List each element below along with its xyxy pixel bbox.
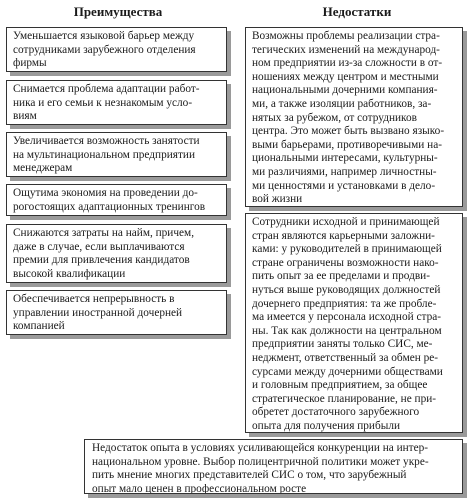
advantage-line: высокой квалификации xyxy=(13,267,126,280)
advantage-line: Ощутима экономия на проведении до- xyxy=(13,187,198,199)
disadvantage-box-1 xyxy=(245,27,463,207)
advantage-line: даже в случае, если выплачиваются xyxy=(13,240,185,253)
disadvantage-box-2 xyxy=(245,213,463,433)
advantage-line: Уменьшается языковой барьер между xyxy=(13,30,195,42)
disadvantage-line: выми барьерами, противоречивыми на- xyxy=(252,138,442,151)
advantage-line: рогостоящих адаптационных тренингов xyxy=(13,200,206,213)
advantage-line: на мультинациональном предприятии xyxy=(13,148,195,161)
disadvantage-line: ном предприятии из-за сложности в от- xyxy=(252,57,443,70)
disadvantage-line: обретет достаточного зарубежного xyxy=(252,406,420,419)
advantage-line: фирмы xyxy=(13,57,47,70)
advantage-line: Снимается проблема адаптации работ- xyxy=(13,83,200,95)
disadvantage-line: нуться выше руководящих должностей xyxy=(252,283,441,296)
bottom-note-box xyxy=(84,439,463,494)
disadvantage-line: предприятии заняты только СИС, ме- xyxy=(252,338,433,351)
advantage-line: Обеспечивается непрерывность в xyxy=(13,293,175,305)
disadvantage-line: сурсами между дочерними обществами xyxy=(252,365,443,378)
disadvantage-line: дочернего предприятия: та же пробле- xyxy=(252,297,437,310)
disadvantage-line: стране ограничены возможности нако- xyxy=(252,256,439,269)
disadvantage-line: ми, а также изоляции работников, за- xyxy=(252,97,432,110)
note-line: Недостаток опыта в условиях усиливающейся конкуренции на интер- xyxy=(92,442,429,454)
disadvantage-line: Возможны проблемы реализации стра- xyxy=(252,30,440,42)
disadvantage-line: опыта для получения прибыли xyxy=(252,419,401,432)
disadvantage-line: циональными интересами, культурны- xyxy=(252,152,438,165)
note-line: пить мнение многих представителей СИС о том, что зарубежный xyxy=(92,469,407,482)
disadvantage-line: ми ценностями и установками в дело- xyxy=(252,179,436,192)
disadvantage-line: стратегическое планирование, не при- xyxy=(252,392,437,405)
disadvantage-line: ношениях между центром и местными xyxy=(252,70,439,83)
advantage-line: Увеличивается возможность занятости xyxy=(13,135,200,147)
advantage-line: сотрудниками зарубежного отделения xyxy=(13,43,196,56)
disadvantage-line: Сотрудники исходной и принимающей xyxy=(252,216,440,228)
disadvantage-line: ми различиями, например личностны- xyxy=(252,165,437,178)
advantage-line: Снижаются затраты на найм, причем, xyxy=(13,227,195,239)
advantage-box-6 xyxy=(6,290,227,335)
advantage-line: менеджерам xyxy=(13,162,73,175)
disadvantage-line: вой жизни xyxy=(252,193,303,206)
advantage-box-5 xyxy=(6,224,227,283)
advantage-box-2 xyxy=(6,80,227,125)
advantage-line: виям xyxy=(13,110,37,123)
note-line: опыт мало ценен в профессиональном росте xyxy=(92,482,307,494)
disadvantage-line: ны. Так как должности на центральном xyxy=(252,324,442,337)
advantage-line: управлении иностранной дочерней xyxy=(13,306,183,319)
note-line: национальном уровне. Выбор полицентричной политики может укре- xyxy=(92,455,429,468)
advantage-line: премии для привлечения кандидатов xyxy=(13,254,190,267)
advantage-box-1 xyxy=(6,27,227,72)
advantage-line: ника и его семьи к незнакомым усло- xyxy=(13,96,193,109)
disadvantage-line: и головным предприятием, за общее xyxy=(252,379,428,392)
disadvantage-line: пить опыт за ее пределами и продви- xyxy=(252,270,430,283)
disadvantage-line: стран являются карьерными заложни- xyxy=(252,229,435,242)
advantage-line: компанией xyxy=(13,320,65,333)
advantage-box-4 xyxy=(6,184,227,216)
disadvantage-line: тегических изменений на международ- xyxy=(252,43,440,56)
disadvantage-line: центра. Это может быть вызвано языко- xyxy=(252,125,445,138)
disadvantage-line: неджмент, ответственный за обмен ре- xyxy=(252,351,439,364)
disadvantage-line: ками: у руководителей в принимающей xyxy=(252,243,442,256)
disadvantage-line: национальными дочерними компания- xyxy=(252,84,438,97)
disadvantage-line: нятых за рубежом, от сотрудников xyxy=(252,111,417,124)
advantages-header: Преимущества xyxy=(73,4,163,19)
disadvantages-header: Недостатки xyxy=(322,4,392,19)
disadvantage-line: ма имеется у персонала исходной стра- xyxy=(252,311,441,324)
advantage-box-3 xyxy=(6,132,227,177)
